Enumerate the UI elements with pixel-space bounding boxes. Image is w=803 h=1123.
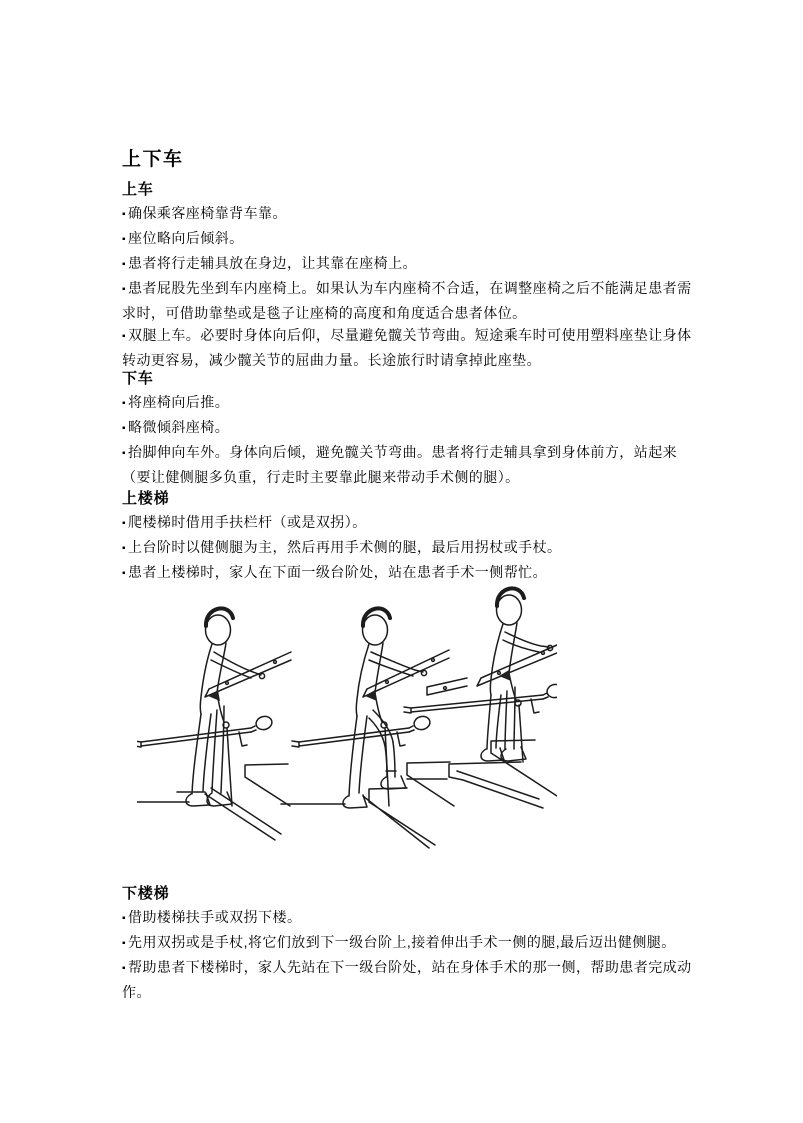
figure-1 <box>137 608 291 840</box>
bullet-marker: ▪ <box>122 331 126 342</box>
list-item-text: 先用双拐或是手杖,将它们放到下一级台阶上,接着伸出手术一侧的腿,最后迈出健侧腿。 <box>128 934 676 950</box>
bullet-marker: ▪ <box>122 284 126 295</box>
bullet-marker: ▪ <box>122 913 126 924</box>
bullet-marker: ▪ <box>122 568 126 579</box>
section-heading: 上车 <box>122 181 154 198</box>
bullet-marker: ▪ <box>122 518 126 529</box>
list-item <box>122 536 700 561</box>
bullet-marker: ▪ <box>122 234 126 245</box>
section-down-stairs <box>122 884 700 1003</box>
list-item-text: 略微倾斜座椅。 <box>128 419 230 435</box>
list-item-text: 帮助患者下楼梯时，家人先站在下一级台阶处，站在身体手术的那一侧，帮助患者完成动作。 <box>122 959 692 1000</box>
bullet-marker: ▪ <box>122 963 126 974</box>
list-item-text: 将座椅向后推。 <box>128 394 230 410</box>
list-item-text: 上台阶时以健侧腿为主，然后再用手术侧的腿，最后用拐杖或手杖。 <box>128 539 562 555</box>
bullet-marker: ▪ <box>122 209 126 220</box>
section-heading: 下车 <box>122 370 154 387</box>
bullet-marker: ▪ <box>122 938 126 949</box>
list-item-text: 抬脚伸向车外。身体向后倾，避免髋关节弯曲。患者将行走辅具拿到身体前方，站起来（要让健侧腿多负重，行走时主要靠此腿来带动手术侧的腿）。 <box>122 444 678 485</box>
list-item <box>122 227 700 252</box>
section-heading: 下楼梯 <box>122 885 170 902</box>
section-get-out-car <box>122 369 700 488</box>
list-item-text: 确保乘客座椅靠背车靠。 <box>128 205 287 221</box>
page-title: 上下车 <box>122 149 184 170</box>
bullet-marker: ▪ <box>122 398 126 409</box>
stair-climbing-illustration <box>137 583 557 849</box>
bullet-marker: ▪ <box>122 423 126 434</box>
list-item <box>122 511 700 536</box>
bullet-marker: ▪ <box>122 259 126 270</box>
list-item <box>122 956 700 1003</box>
figure-3 <box>404 588 557 808</box>
list-item <box>122 252 700 277</box>
list-item <box>122 906 700 931</box>
bullet-marker: ▪ <box>122 543 126 554</box>
stair-climbing-illustration-svg <box>137 583 557 849</box>
list-item-text: 患者将行走辅具放在身边，让其靠在座椅上。 <box>128 255 417 271</box>
list-item <box>122 931 700 956</box>
bullet-marker: ▪ <box>122 448 126 459</box>
list-item-text: 座位略向后倾斜。 <box>128 230 244 246</box>
list-item-text: 借助楼梯扶手或双拐下楼。 <box>128 909 302 925</box>
list-item-text: 患者上楼梯时，家人在下面一级台阶处，站在患者手术一侧帮忙。 <box>128 564 548 580</box>
list-item-text: 双腿上车。必要时身体向后仰，尽量避免髋关节弯曲。短途乘车时可使用塑料座垫让身体转动更容易，减少髋关节的屈曲力量。长途旅行时请拿掉此座垫。 <box>122 327 692 368</box>
list-item <box>122 441 700 488</box>
figure-2 <box>281 608 454 848</box>
list-item <box>122 416 700 441</box>
list-item <box>122 277 700 324</box>
list-item <box>122 202 700 227</box>
list-item <box>122 391 700 416</box>
section-get-in-car <box>122 180 700 371</box>
list-item-text: 爬楼梯时借用手扶栏杆（或是双拐）。 <box>128 514 367 530</box>
section-up-stairs <box>122 489 700 586</box>
section-heading: 上楼梯 <box>122 490 170 507</box>
list-item <box>122 324 700 371</box>
list-item-text: 患者屁股先坐到车内座椅上。如果认为车内座椅不合适，在调整座椅之后不能满足患者需求时，可借助靠垫或是毯子让座椅的高度和角度适合患者体位。 <box>122 280 692 321</box>
